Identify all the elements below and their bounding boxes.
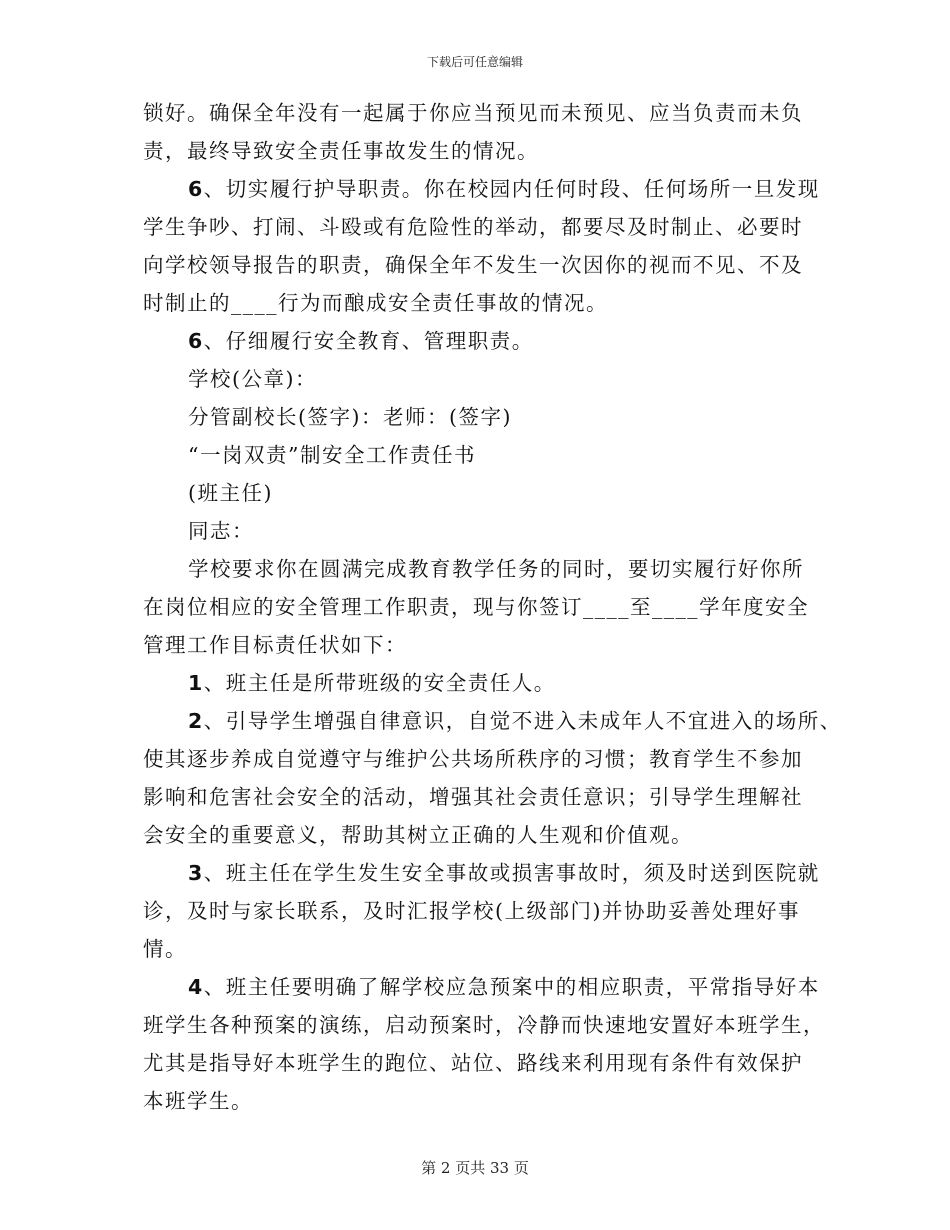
line-text: 班学生各种预案的演练，启动预案时，冷静而快速地安置好本班学生， [143, 1013, 825, 1037]
text-line [188, 175, 820, 203]
text-line [188, 669, 556, 697]
text-line [143, 1011, 825, 1039]
text-line [188, 403, 512, 431]
text-line [143, 1049, 803, 1077]
line-text: 、仔细履行安全教育、管理职责。 [203, 329, 534, 353]
line-text: 尤其是指导好本班学生的跑位、站位、路线来利用现有条件有效保护 [143, 1051, 803, 1075]
line-text: 在岗位相应的安全管理工作职责，现与你签订____至____学年度安全 [143, 595, 809, 619]
text-line [143, 783, 803, 811]
line-text: 、班主任是所带班级的安全责任人。 [203, 671, 556, 695]
line-text: 、班主任要明确了解学校应急预案中的相应职责，平常指导好本 [203, 975, 820, 999]
line-text: 诊，及时与家长联系，及时汇报学校(上级部门)并协助妥善处理好事 [143, 899, 800, 923]
text-line [188, 441, 476, 469]
line-text: 向学校领导报告的职责，确保全年不发生一次因你的视而不见、不及 [143, 253, 803, 277]
text-line [143, 631, 407, 659]
line-text: 情。 [143, 937, 187, 961]
line-text: “一岗双责”制安全工作责任书 [188, 443, 476, 467]
item-number: 2 [188, 709, 204, 733]
page-footer: 第 2 页共 33 页 [421, 1159, 529, 1177]
line-text: 会安全的重要意义，帮助其树立正确的人生观和价值观。 [143, 823, 693, 847]
line-text: 同志： [188, 519, 254, 543]
text-line [188, 973, 820, 1001]
item-number: 6 [188, 177, 204, 201]
page-header: 下载后可任意编辑 [426, 55, 523, 69]
line-text: 影响和危害社会安全的活动，增强其社会责任意识；引导学生理解社 [143, 785, 803, 809]
line-text: 学校(公章)： [188, 367, 317, 391]
text-line [188, 365, 317, 393]
line-text: 学生争吵、打闹、斗殴或有危险性的举动，都要尽及时制止、必要时 [143, 215, 803, 239]
text-line [143, 821, 693, 849]
item-number: 1 [188, 671, 204, 695]
line-text: 本班学生。 [143, 1089, 253, 1113]
line-text: 、切实履行护导职责。你在校园内任何时段、任何场所一旦发现 [203, 177, 820, 201]
text-line [188, 517, 254, 545]
line-text: 时制止的____行为而酿成安全责任事故的情况。 [143, 291, 608, 315]
line-text: 使其逐步养成自觉遵守与维护公共场所秩序的习惯；教育学生不参加 [143, 747, 803, 771]
line-text: 学校要求你在圆满完成教育教学任务的同时，要切实履行好你所 [188, 557, 804, 581]
text-line [188, 707, 842, 735]
text-line [143, 289, 608, 317]
text-line [143, 1087, 253, 1115]
text-line [143, 897, 800, 925]
text-line [143, 213, 803, 241]
text-line [188, 859, 820, 887]
text-line [143, 251, 803, 279]
line-text: 分管副校长(签字)：老师：(签字) [188, 405, 512, 429]
text-line [188, 555, 804, 583]
text-line [143, 745, 803, 773]
text-line [188, 479, 273, 507]
line-text: 管理工作目标责任状如下： [143, 633, 407, 657]
item-number: 4 [188, 975, 204, 999]
item-number: 3 [188, 861, 204, 885]
line-text: 、班主任在学生发生安全事故或损害事故时，须及时送到医院就 [203, 861, 820, 885]
line-text: 、引导学生增强自律意识，自觉不进入未成年人不宜进入的场所、 [203, 709, 842, 733]
text-line [188, 327, 534, 355]
text-line [143, 137, 539, 165]
text-line [143, 99, 803, 127]
line-text: 责，最终导致安全责任事故发生的情况。 [143, 139, 539, 163]
line-text: (班主任) [188, 481, 273, 505]
line-text: 锁好。确保全年没有一起属于你应当预见而未预见、应当负责而未负 [143, 101, 803, 125]
text-line [143, 935, 187, 963]
text-line [143, 593, 809, 621]
item-number: 6 [188, 329, 204, 353]
